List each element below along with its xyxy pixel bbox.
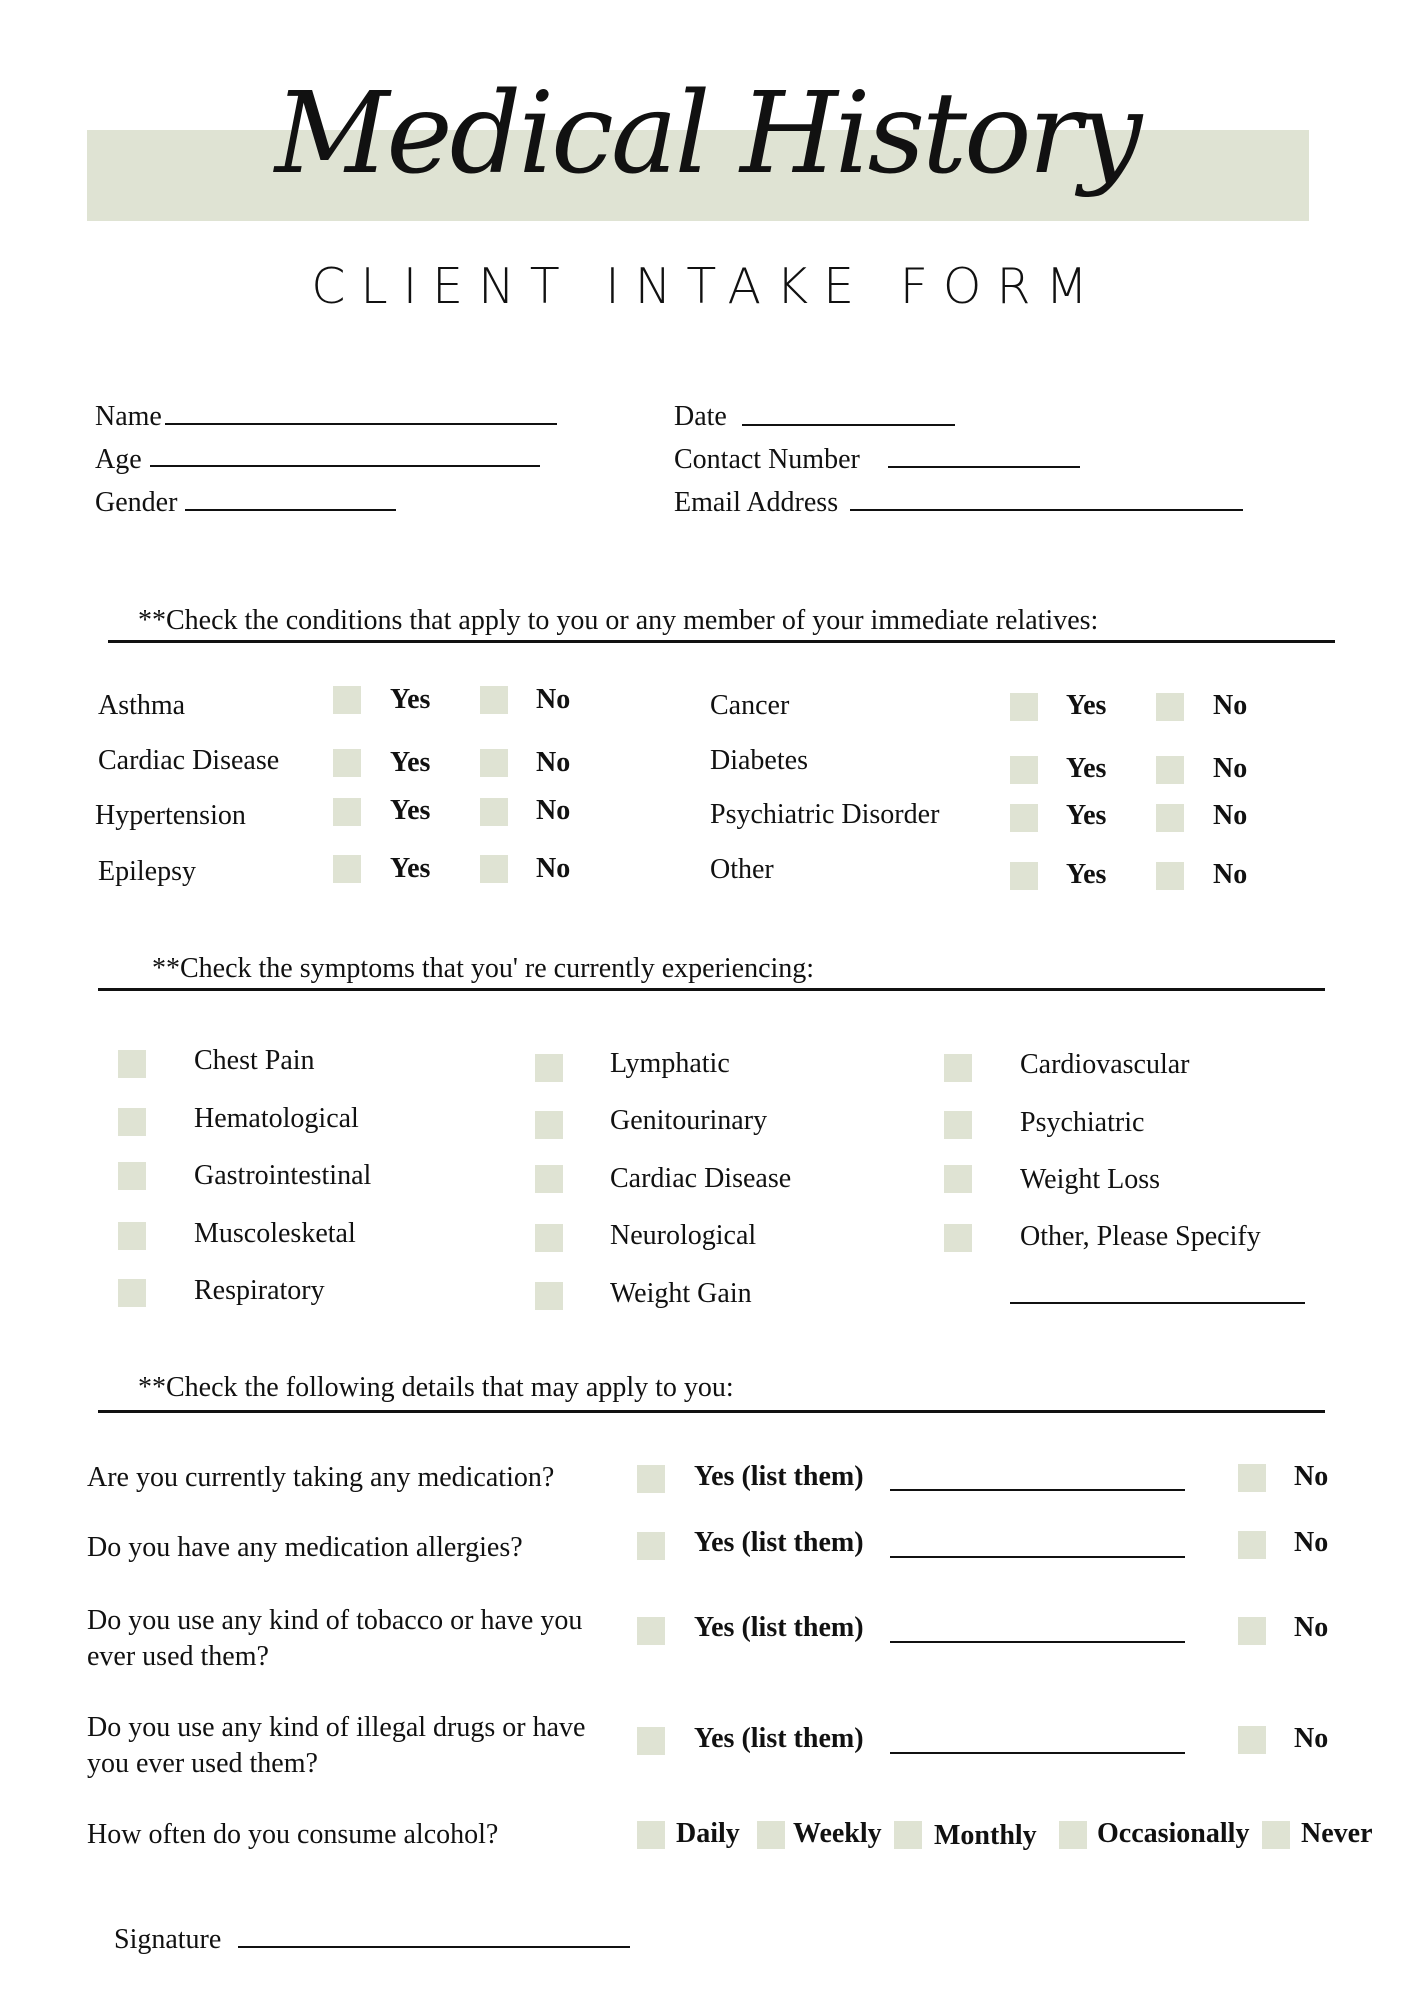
details-instruction: **Check the following details that may apply to you: [138, 1372, 734, 1403]
no-label: No [1294, 1612, 1329, 1643]
hypertension-yes-checkbox[interactable] [333, 798, 361, 826]
yes-label: Yes [1066, 800, 1107, 831]
symptoms-instruction: **Check the symptoms that you' re currently experiencing: [152, 953, 815, 984]
condition-cardiac-disease: Cardiac Disease [98, 745, 280, 776]
symptom-gastrointestinal: Gastrointestinal [194, 1160, 372, 1191]
yes-label: Yes [1066, 859, 1107, 890]
symptom-muscolesketal: Muscolesketal [194, 1218, 356, 1249]
symptom-psychiatric: Psychiatric [1020, 1107, 1145, 1138]
page-title: Medical History [274, 69, 1140, 199]
name-field[interactable] [165, 423, 557, 425]
drugs-yes-checkbox[interactable] [637, 1727, 665, 1755]
symptom-checkbox[interactable] [535, 1282, 563, 1310]
condition-psychiatric-disorder: Psychiatric Disorder [710, 799, 940, 830]
symptom-checkbox[interactable] [944, 1054, 972, 1082]
no-label: No [1294, 1527, 1329, 1558]
symptom-weight-gain: Weight Gain [610, 1278, 752, 1309]
no-label: No [536, 795, 571, 826]
age-label: Age [95, 444, 142, 475]
condition-other: Other [710, 854, 774, 885]
alcohol-weekly-checkbox[interactable] [757, 1821, 785, 1849]
name-label: Name [95, 401, 162, 432]
symptom-checkbox[interactable] [944, 1165, 972, 1193]
condition-asthma: Asthma [98, 690, 186, 721]
date-field[interactable] [742, 424, 955, 426]
cancer-yes-checkbox[interactable] [1010, 693, 1038, 721]
cardiac-no-checkbox[interactable] [480, 749, 508, 777]
details-divider [98, 1410, 1325, 1413]
allergies-no-checkbox[interactable] [1238, 1531, 1266, 1559]
epilepsy-yes-checkbox[interactable] [333, 855, 361, 883]
symptom-checkbox[interactable] [118, 1222, 146, 1250]
other-specify-field[interactable] [1010, 1302, 1305, 1304]
no-label: No [1294, 1723, 1329, 1754]
gender-label: Gender [95, 487, 178, 518]
alcohol-occasionally-checkbox[interactable] [1059, 1821, 1087, 1849]
condition-cancer: Cancer [710, 690, 790, 721]
symptom-checkbox[interactable] [535, 1111, 563, 1139]
symptom-chest-pain: Chest Pain [194, 1045, 315, 1076]
symptoms-divider [98, 988, 1325, 991]
question-alcohol: How often do you consume alcohol? [87, 1819, 499, 1850]
no-label: No [1213, 690, 1248, 721]
question-drugs-line2: you ever used them? [87, 1748, 318, 1779]
yes-list-label: Yes (list them) [694, 1612, 864, 1643]
symptom-respiratory: Respiratory [194, 1275, 325, 1306]
alcohol-weekly-label: Weekly [793, 1818, 882, 1849]
psychiatric-no-checkbox[interactable] [1156, 804, 1184, 832]
yes-label: Yes [1066, 753, 1107, 784]
contact-number-label: Contact Number [674, 444, 860, 475]
allergies-list-field[interactable] [890, 1556, 1185, 1558]
condition-diabetes: Diabetes [710, 745, 808, 776]
symptom-genitourinary: Genitourinary [610, 1105, 768, 1136]
symptom-checkbox[interactable] [118, 1050, 146, 1078]
yes-label: Yes [390, 795, 431, 826]
cancer-no-checkbox[interactable] [1156, 693, 1184, 721]
condition-hypertension: Hypertension [95, 800, 246, 831]
symptom-checkbox[interactable] [944, 1111, 972, 1139]
alcohol-monthly-checkbox[interactable] [894, 1821, 922, 1849]
signature-label: Signature [114, 1924, 222, 1955]
symptom-neurological: Neurological [610, 1220, 757, 1251]
symptom-checkbox[interactable] [944, 1224, 972, 1252]
contact-number-field[interactable] [888, 466, 1080, 468]
symptom-checkbox[interactable] [535, 1165, 563, 1193]
diabetes-no-checkbox[interactable] [1156, 756, 1184, 784]
other-no-checkbox[interactable] [1156, 862, 1184, 890]
tobacco-no-checkbox[interactable] [1238, 1617, 1266, 1645]
condition-epilepsy: Epilepsy [98, 856, 196, 887]
symptom-checkbox[interactable] [118, 1279, 146, 1307]
tobacco-yes-checkbox[interactable] [637, 1617, 665, 1645]
allergies-yes-checkbox[interactable] [637, 1532, 665, 1560]
alcohol-daily-checkbox[interactable] [637, 1821, 665, 1849]
question-tobacco-line2: ever used them? [87, 1641, 269, 1672]
drugs-list-field[interactable] [890, 1752, 1185, 1754]
no-label: No [536, 747, 571, 778]
medication-no-checkbox[interactable] [1238, 1464, 1266, 1492]
diabetes-yes-checkbox[interactable] [1010, 756, 1038, 784]
age-field[interactable] [150, 465, 540, 467]
cardiac-yes-checkbox[interactable] [333, 749, 361, 777]
symptom-hematological: Hematological [194, 1103, 359, 1134]
epilepsy-no-checkbox[interactable] [480, 855, 508, 883]
gender-field[interactable] [185, 509, 396, 511]
no-label: No [1213, 800, 1248, 831]
hypertension-no-checkbox[interactable] [480, 798, 508, 826]
medication-list-field[interactable] [890, 1489, 1185, 1491]
question-allergies: Do you have any medication allergies? [87, 1532, 523, 1563]
no-label: No [536, 853, 571, 884]
symptom-checkbox[interactable] [118, 1108, 146, 1136]
yes-label: Yes [390, 853, 431, 884]
signature-field[interactable] [238, 1946, 630, 1948]
alcohol-daily-label: Daily [676, 1818, 740, 1849]
other-yes-checkbox[interactable] [1010, 862, 1038, 890]
yes-label: Yes [1066, 690, 1107, 721]
alcohol-occasionally-label: Occasionally [1097, 1818, 1250, 1849]
tobacco-list-field[interactable] [890, 1641, 1185, 1643]
symptom-weight-loss: Weight Loss [1020, 1164, 1161, 1195]
conditions-instruction: **Check the conditions that apply to you or any member of your immediate relatives: [138, 605, 1099, 636]
symptom-checkbox[interactable] [535, 1224, 563, 1252]
page-subtitle: CLIENT INTAKE FORM [311, 258, 1103, 315]
conditions-divider [108, 640, 1335, 643]
drugs-no-checkbox[interactable] [1238, 1726, 1266, 1754]
alcohol-never-label: Never [1301, 1818, 1373, 1849]
medication-yes-checkbox[interactable] [637, 1465, 665, 1493]
symptom-checkbox[interactable] [535, 1054, 563, 1082]
no-label: No [536, 684, 571, 715]
symptom-cardiac-disease: Cardiac Disease [610, 1163, 792, 1194]
no-label: No [1213, 753, 1248, 784]
date-label: Date [674, 401, 727, 432]
asthma-yes-checkbox[interactable] [333, 686, 361, 714]
question-tobacco-line1: Do you use any kind of tobacco or have you [87, 1605, 583, 1636]
email-address-label: Email Address [674, 487, 839, 518]
yes-list-label: Yes (list them) [694, 1723, 864, 1754]
alcohol-never-checkbox[interactable] [1262, 1821, 1290, 1849]
yes-list-label: Yes (list them) [694, 1461, 864, 1492]
no-label: No [1213, 859, 1248, 890]
asthma-no-checkbox[interactable] [480, 686, 508, 714]
yes-label: Yes [390, 747, 431, 778]
symptom-checkbox[interactable] [118, 1162, 146, 1190]
psychiatric-yes-checkbox[interactable] [1010, 804, 1038, 832]
question-medication: Are you currently taking any medication? [87, 1462, 555, 1493]
alcohol-monthly-label: Monthly [934, 1820, 1037, 1851]
question-drugs-line1: Do you use any kind of illegal drugs or have [87, 1712, 586, 1743]
yes-label: Yes [390, 684, 431, 715]
yes-list-label: Yes (list them) [694, 1527, 864, 1558]
email-address-field[interactable] [850, 509, 1243, 511]
symptom-cardiovascular: Cardiovascular [1020, 1049, 1190, 1080]
symptom-lymphatic: Lymphatic [610, 1048, 730, 1079]
symptom-other-specify: Other, Please Specify [1020, 1221, 1261, 1252]
no-label: No [1294, 1461, 1329, 1492]
